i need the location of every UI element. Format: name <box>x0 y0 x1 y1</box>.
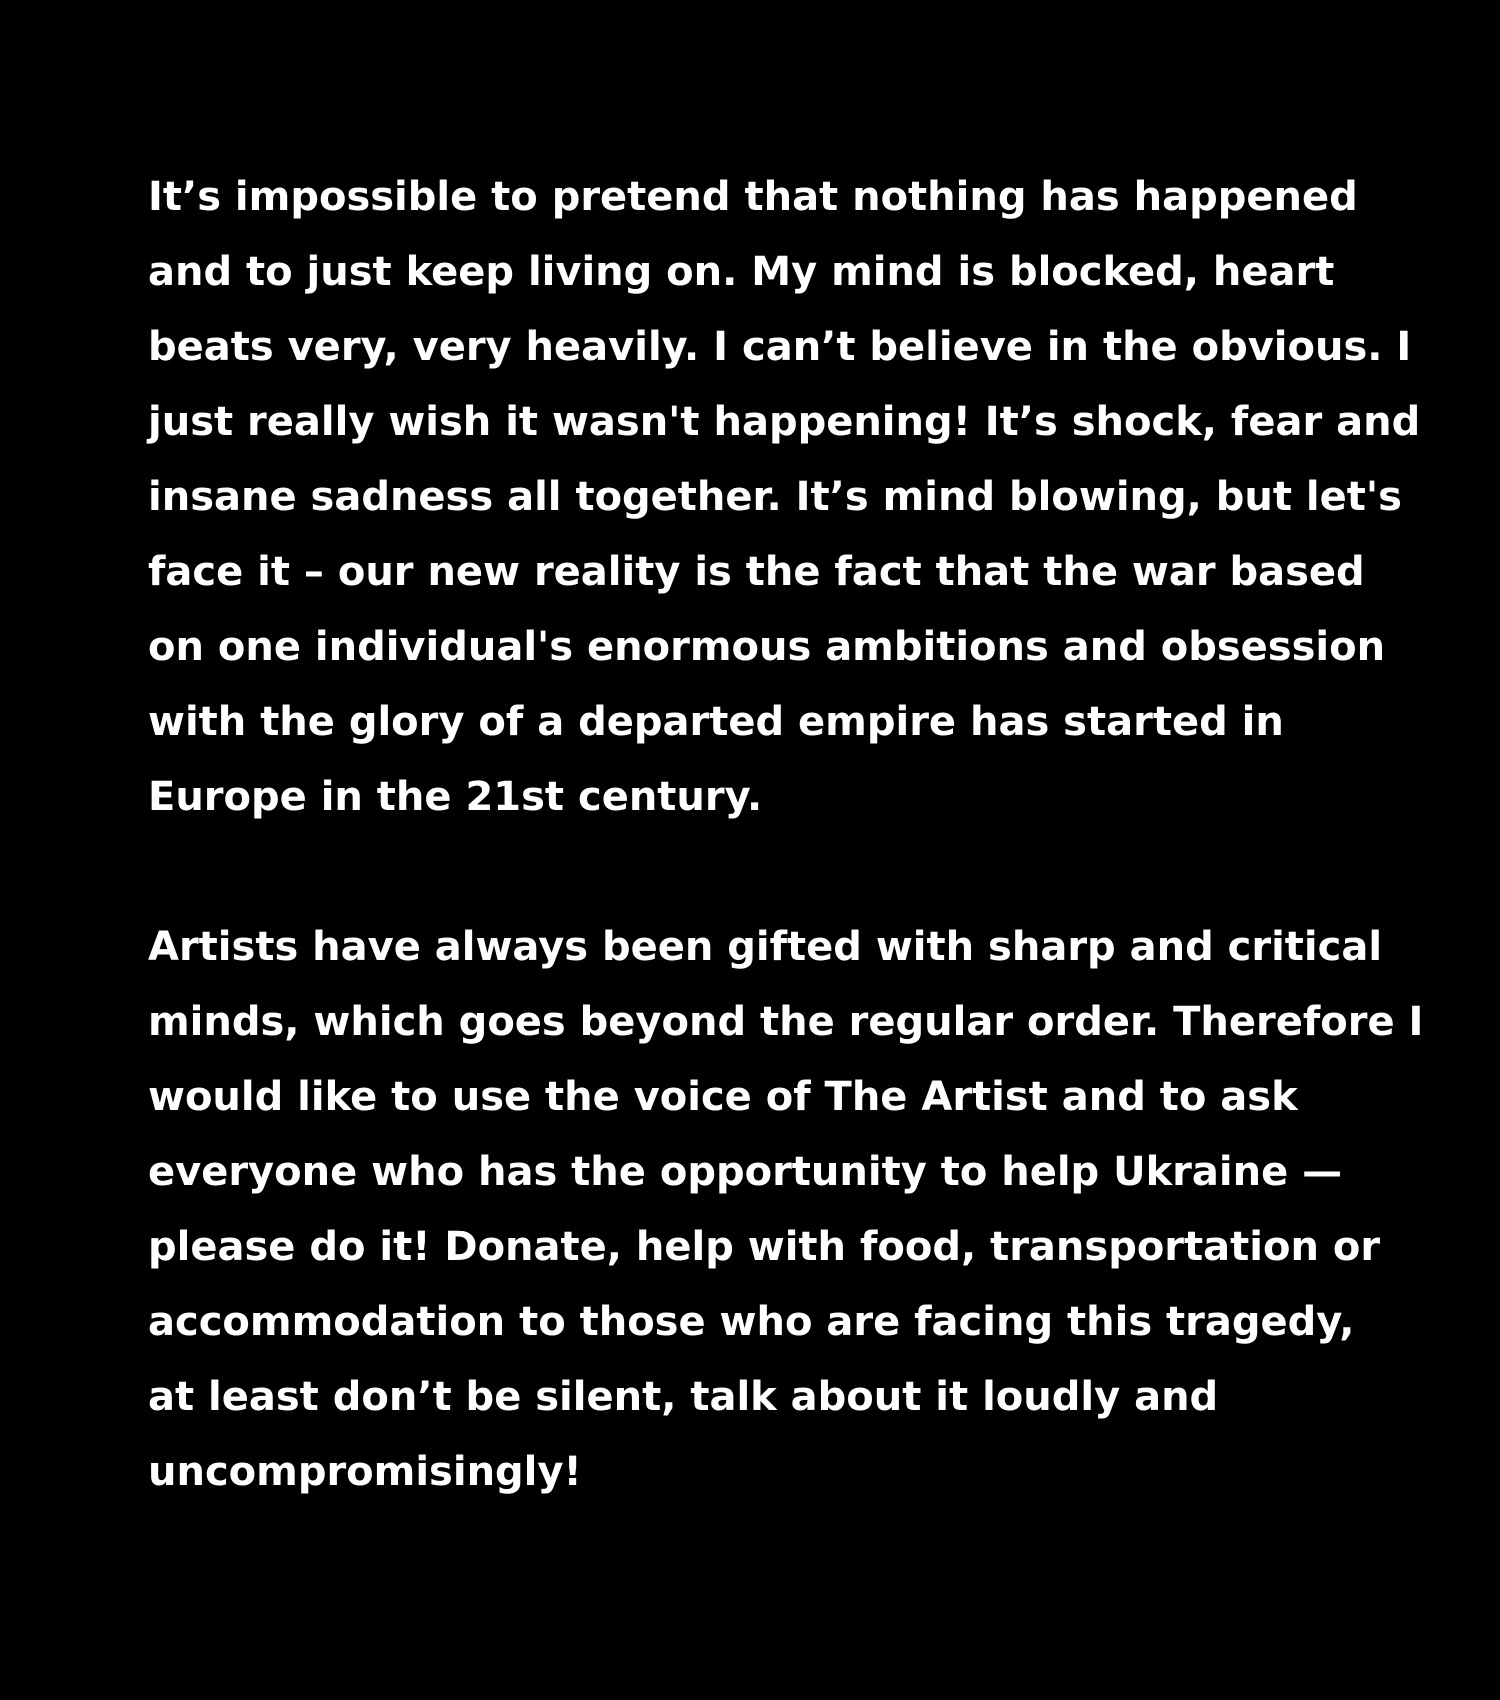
paragraph-1 <box>148 160 1421 835</box>
paragraph-line: please do it! Donate, help with food, transportation or <box>148 1224 1381 1270</box>
paragraph-line: at least don’t be silent, talk about it loudly and <box>148 1374 1219 1420</box>
paragraph-line: uncompromisingly! <box>148 1449 582 1495</box>
statement-text <box>148 160 1424 1510</box>
paragraph-line: minds, which goes beyond the regular order. Therefore I <box>148 999 1424 1045</box>
paragraph-line: beats very, very heavily. I can’t believe in the obvious. I <box>148 324 1412 370</box>
paragraph-line: with the glory of a departed empire has started in <box>148 699 1284 745</box>
paragraph-line: and to just keep living on. My mind is blocked, heart <box>148 249 1335 295</box>
paragraph-spacer <box>148 835 1408 910</box>
paragraph-line: face it – our new reality is the fact that the war based <box>148 549 1365 595</box>
paragraph-line: just really wish it wasn't happening! It’s shock, fear and <box>148 399 1421 445</box>
paragraph-line: everyone who has the opportunity to help Ukraine — <box>148 1149 1343 1195</box>
paragraph-line: insane sadness all together. It’s mind blowing, but let's <box>148 474 1402 520</box>
paragraph-2 <box>148 910 1424 1510</box>
paragraph-line: Europe in the 21st century. <box>148 774 763 820</box>
paragraph-line: on one individual's enormous ambitions and obsession <box>148 624 1386 670</box>
paragraph-line: would like to use the voice of The Artist and to ask <box>148 1074 1298 1120</box>
paragraph-line: accommodation to those who are facing this tragedy, <box>148 1299 1355 1345</box>
paragraph-line: It’s impossible to pretend that nothing has happened <box>148 174 1358 220</box>
paragraph-line: Artists have always been gifted with sharp and critical <box>148 924 1383 970</box>
